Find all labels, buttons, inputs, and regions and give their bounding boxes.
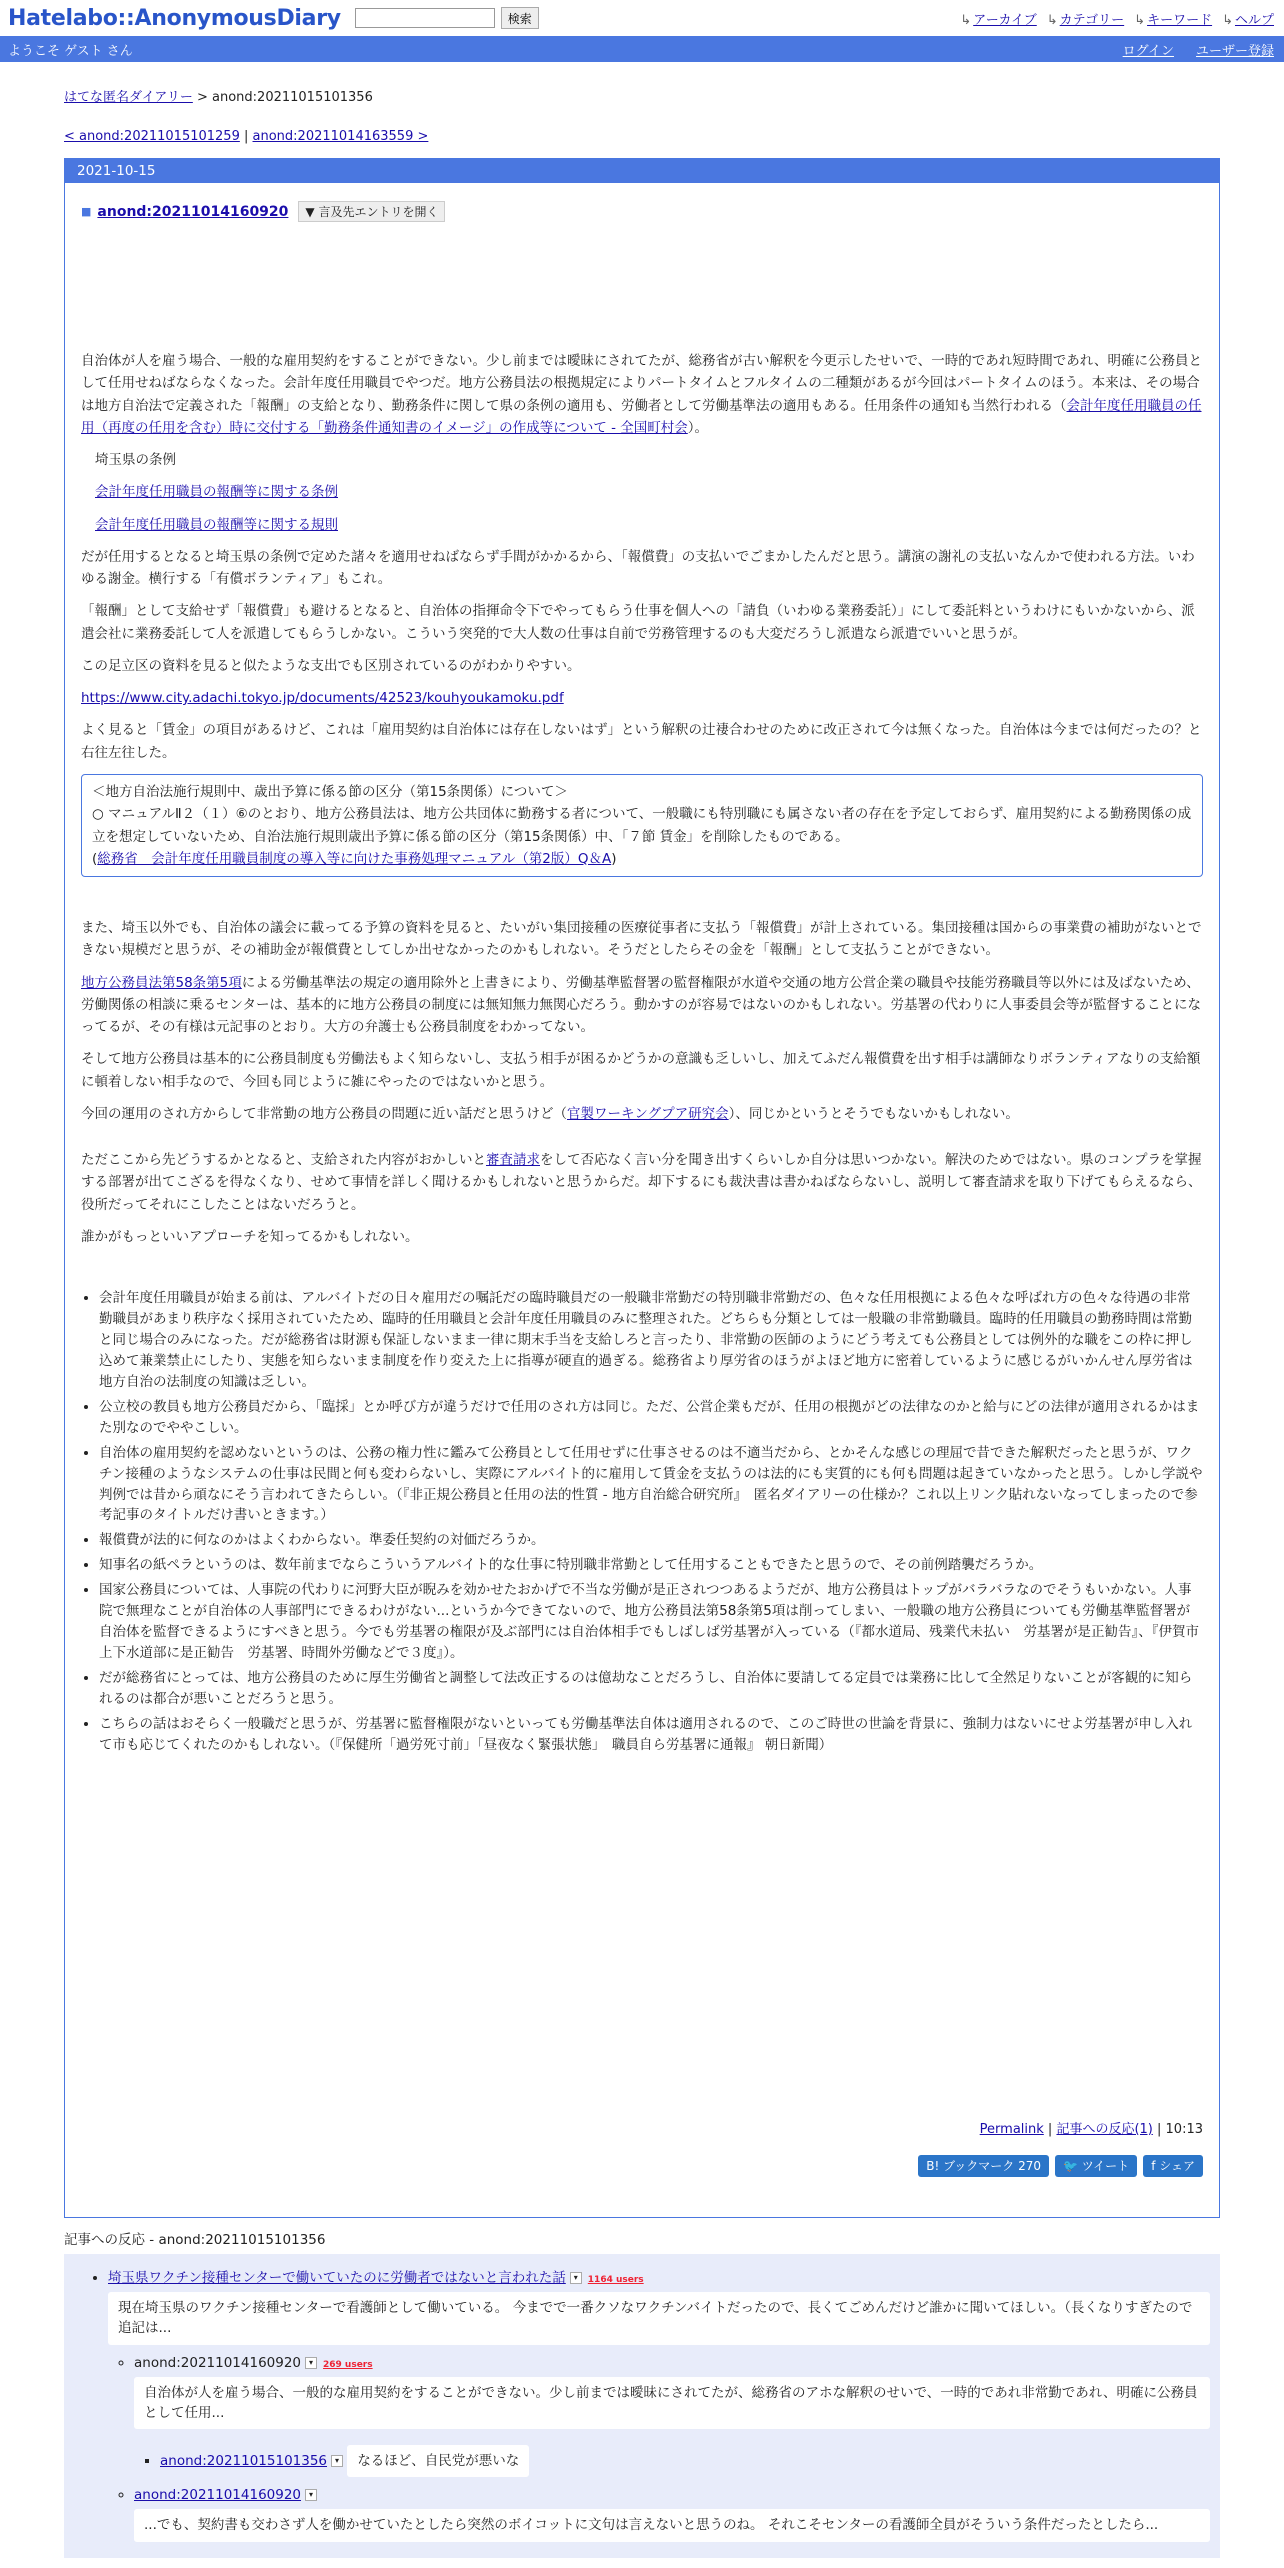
prev-entry-link[interactable]: < anond:20211015101259 [64,129,240,144]
register-link[interactable]: ユーザー登録 [1195,43,1274,59]
help-link[interactable]: ヘルプ [1234,13,1274,28]
archive-link-wrap [960,9,1036,28]
entry-title-row [81,201,1203,222]
facebook-share-button[interactable] [1143,2155,1203,2177]
p1-text: 自治体が人を雇う場合、一般的な雇用契約をすることができない。少し前までは曖昧にされてたが、総務省が古い解釈を今更示したせいで、一時的であれ短時間であれ、明確に公務員として任用せねばならなくなった。会計年度任用職員でやつだ。地方公務員法の根拠規定によりパートタイムとフルタイムの二種類があるが今回はパートタイムのほう。本来は、その場合は地方自治法で定義された「報酬」の支給となり、勤務条件に関して県の条例の適用も、労働者として労働基準法の適用もある。任用条件の通知も当然行われる（ [81,353,1203,414]
top-header [0,0,1284,36]
paragraph-5: よく見ると「賃金」の項目があるけど、これは「雇用契約は自治体には存在しないはず」という解釈の辻褄合わせのために改正されて今は無くなった。自治体は今までは何だったの？と右往左往した。 [81,722,1202,761]
reaction-title-link[interactable]: 埼玉県ワクチン接種センターで働いていたのに労働者ではないと言われた話 [108,2270,566,2286]
account-links [1123,40,1274,59]
expand-icon[interactable]: ▾ [570,2272,582,2284]
list-item: • 自治体の雇用契約を認めないというのは、公務の権力性に鑑みて公務員として任用せずに仕事させるのは不適当だから、とかそんな感じの理屈で昔できた解釈だったと思うが、ワクチン接種のようなシステムの仕事は民間と何も変わらないし、実際にアルバイト的に雇用して賃金を支払うのは法的にも実質的にも何も問題は起きていなかったと思う。しかし学説や判例では昔から頑なにそう言われてきたらしい。（『非正規公務員と任用の法的性質 - 地方自治総合研究所』 匿名ダイアリーの仕様か？これ以上リンク貼れないなってしまったので参考記事のタイトルだけ書いときます。） [99,1443,1203,1527]
reactions-panel [64,2254,1220,2558]
reactions-count-link[interactable]: 記事への反応(1) [1056,2122,1153,2137]
ordinance-link-row [81,481,1203,503]
facebook-icon: f [1151,2159,1160,2173]
ordinance-link[interactable]: 会計年度任用職員の報酬等に関する条例 [95,484,338,501]
paragraph-2: だが任用するとなると埼玉県の条例で定めた諸々を適用せねばならず手間がかかるから、「報償費」の支払いでごまかしたんだと思う。講演の謝礼の支払いなんかで使われる方法。いわゆる謝金。横行する「有償ボランティア」もこれ。 [81,548,1195,588]
day-section [64,158,1220,2218]
law-article-link[interactable]: 地方公務員法第58条第5項 [81,974,242,991]
quote-source-link[interactable]: 総務省 会計年度任用職員制度の導入等に向けた事務処理マニュアル（第2版）Q＆A [97,850,612,867]
archive-link[interactable]: アーカイブ [973,13,1037,28]
category-link[interactable]: カテゴリー [1059,13,1125,28]
keyword-link[interactable]: キーワード [1147,13,1213,28]
main-content [64,62,1220,2558]
paragraph-4: この足立区の資料を見ると似たような支出でも区別されているのがわかりやすい。 [81,657,581,674]
reaction-item [134,2487,1220,2541]
p9-a: 今回の運用のされ方からして非常勤の地方公務員の問題に近い話だと思うけど（ [81,1105,567,1122]
list-item: • 国家公務員については、人事院の代わりに河野大臣が睨みを効かせたおかげで不当な労働が是正されつつあるようだが、地方公務員はトップがバラバラなのでそうもいかない。人事院で無理なことが自治体の人事部門にできるわけがない...というか今できてないので、地方公務員法第58条第5項は削ってしまい、一般職の地方公務員についても労働基準監督署が自治体を監督できるようにすべきと思う。今でも労基署の権限が及ぶ部門には自治体相手でもしばしば労基署が入っている（『都水道局、残業代未払い 労基署が是正勧告』、『伊賀市上下水道部に是正勧告 労基署、時間外労働などで３度』）。 [99,1580,1203,1664]
entry-date: 2021-10-15 [65,159,1219,183]
adachi-pdf-link[interactable]: https://www.city.adachi.tokyo.jp/documents/42523/kouhyoukamoku.pdf [81,690,564,707]
working-poor-link[interactable]: 官製ワーキングプア研究会 [567,1105,729,1122]
nav-sep: | [239,129,253,144]
permalink-link[interactable]: Permalink [979,2122,1044,2137]
p9-b: ）、同じかというとそうでもないかもしれない。 [728,1105,1019,1122]
list-item: • こちらの話はおそらく一般職だと思うが、労基署に監督権限がないといっても労働基準法自体は適用されるので、このご時世の世論を背景に、強制力はないにせよ労基署が申し入れて市も応じてくれたのかもしれない。（『保健所「過労死寸前」「昼夜なく緊張状態」 職員自ら労基署に通報』 朝日新聞） [99,1714,1203,1756]
share-buttons [918,2155,1203,2177]
quote-line-1: ＜地方自治法施行規則中、歳出予算に係る節の区分（第15条関係）について＞ [92,783,568,800]
search-input[interactable] [355,8,495,28]
quote-source [92,848,1192,870]
square-icon: ■ [81,205,92,218]
bookmark-users[interactable]: 1164 users [587,2275,644,2285]
expand-icon[interactable]: ▾ [305,2489,317,2501]
expand-icon[interactable]: ▾ [331,2455,343,2467]
next-entry-link[interactable]: anond:20211014163559 > [252,129,429,144]
list-item: • 報償費が法的に何なのかはよくわからない。準委任契約の対価だろうか。 [99,1530,1203,1551]
list-item: • 公立校の教員も地方公務員だから、「臨採」とか呼び方が違うだけで任用のされ方は同じ。ただ、公営企業もだが、任用の根拠がどの法律なのかと給与にどの法律が適用されるかはまた別なのでややこしい。 [99,1397,1203,1439]
paragraph-8: そして地方公務員は基本的に公務員制度も労働法もよく知らないし、支払う相手が困るかどうかの意識も乏しいし、加えてふだん報償費を出す相手は講師なりボランティアなりの支給額に頓着しない相手なので、今回も同じように雑にやったのではないかと思う。 [81,1051,1201,1090]
user-bar [0,36,1284,62]
breadcrumb-current: anond:20211015101356 [212,90,373,105]
appeal-link[interactable]: 審査請求 [486,1152,540,1169]
list-item: • 会計年度任用職員が始まる前は、アルバイトだの日々雇用だの嘱託だの臨時職員だの一般職非常勤だの特別職非常勤だの、色々な任用根拠による色々な呼ばれ方の色々な待遇の非常勤職員があまり秩序なく採用されていたため、臨時的任用職員と会計年度任用職員のみに整理された。どちらも分類としては一般職の非常勤職員。臨時的任用職員の勤務時間は常勤と同じ場合のみになった。だが総務省は財源も保証しないまま一律に期末手当を支給しろと言ったり、非常勤の医師のようにどう考えても公務員としては例外的な職をこの枠に押し込めて兼業禁止にしたり、実態を知らないまま制度を作り変えた上に指導が硬直的過ぎる。総務省より厚労省のほうがよほど地方に密着しているように感じるがいかんせん厚労省は地方自治の法制度の知識は乏しい。 [99,1288,1203,1393]
reactions-title: 記事への反応 - anond:20211015101356 [64,2232,326,2248]
list-item: • 知事名の紙ペラというのは、数年前までならこういうアルバイト的な仕事に特別職非常勤として任用することもできたと思うので、その前例踏襲だろうか。 [99,1555,1203,1576]
paragraph-10 [81,1149,1203,1216]
welcome-text: ようこそ ゲスト さん [8,43,133,59]
breadcrumb-sep: > [192,90,213,105]
paragraph-7 [81,972,1203,1039]
reaction-children [134,2439,1220,2477]
expand-icon[interactable]: ▾ [305,2357,317,2369]
twitter-icon: 🐦 [1063,2159,1082,2173]
reaction-excerpt: 現在埼玉県のワクチン接種センターで看護師として働いている。 今までで一番クソなワクチンバイトだったので、長くてごめんだけど誰かに聞いてほしい。（長くなりすぎたので追記は... [108,2292,1210,2345]
saitama-label: 埼玉県の条例 [95,452,176,469]
list-item: • だが総務省にとっては、地方公務員のために厚生労働省と調整して法改正するのは億劫なことだろうし、自治体に要請してる定員では業務に比して全然足りないことが客観的に知られるのは都合が悪いことだろうと思う。 [99,1668,1203,1710]
paragraph-3: 「報酬」として支給せず「報償費」も避けるとなると、自治体の指揮命令下でやってもらう仕事を個人への「請負（いわゆる業務委託）」にして委託料というわけにもいかないから、派遣会社に業務委託して人を派遣してもらうしかない。こういう突発的で大人数の仕事は自前で労務管理するのも大変だろうし派遣なら派遣でいいと思うが。 [81,603,1195,642]
reaction-children [108,2355,1220,2542]
reaction-item [160,2439,1220,2477]
p1-link[interactable]: 会計年度任用職員の任用（再度の任用を含む）時に交付する「勤務条件通知書のイメージ」の作成等について - 全国町村会 [81,397,1202,436]
entry-title-link[interactable]: anond:20211014160920 [97,203,289,220]
quote-paren-open: ( [92,850,98,867]
reaction-excerpt: ...でも、契約書も交わさず人を働かせていたとしたら突然のボイコットに文句は言えないと思うのね。 それこそセンターの看護師全員がそういう条件だったとしたら... [134,2509,1210,2541]
entry-body [65,201,1219,1756]
hatena-bookmark-button[interactable]: B! ブックマーク 270 [918,2155,1049,2177]
entry-time: 10:13 [1165,2122,1203,2137]
tweet-button[interactable] [1055,2155,1137,2177]
reactions-list [64,2266,1220,2542]
keyword-link-wrap [1134,9,1212,28]
blank-space [81,222,1203,350]
breadcrumb-home[interactable]: はてな匿名ダイアリー [64,90,193,105]
spacer [81,1135,1203,1149]
top-links [960,9,1274,28]
share-label: シェア [1159,2159,1195,2173]
p10-b: をして否応なく言い分を聞き出すくらいしか自分は思いつかない。解決のためではない。県のコンプラを掌握する部署が出てこざるを得なくなり、せめて事情を詳しく聞けるかもしれないと思うからだ。却下するにも裁決書は書かねばならないし、説明して審査請求を取り下げてもらえるなら、役所だってそれにこしたことはないだろうと。 [81,1152,1202,1213]
tweet-label: ツイート [1081,2159,1130,2173]
rule-link[interactable]: 会計年度任用職員の報酬等に関する規則 [95,516,338,533]
blockquote [81,774,1203,877]
rule-link-row [81,514,1203,536]
entry-footer: Permalink | 記事への反応(1) | 10:13 [979,2122,1203,2137]
reaction-item [108,2266,1220,2542]
arrow-icon: ↳ [1222,13,1233,28]
paragraph-6: また、埼玉以外でも、自治体の議会に載ってる予算の資料を見ると、たいがい集団接種の医療従事者に支払う「報償費」が計上されている。集団接種は国からの事業費の補助がないとできない規模だと思うが、その補助金が報償費としてしか出せなかったのかもしれない。そうだとしたらその金を「報酬」として支払うことができない。 [81,920,1202,959]
breadcrumb [64,86,1220,105]
entry-nav [64,129,1220,144]
adachi-link-row [81,687,1203,709]
p1-end: ）。 [687,419,709,436]
arrow-icon: ↳ [1134,13,1146,28]
arrow-icon: ↳ [1046,13,1058,28]
search-button[interactable]: 検索 [501,7,539,29]
paragraph-11: 誰かがもっといいアプローチを知ってるかもしれない。 [81,1228,419,1245]
quote-line-2: ○ マニュアルⅡ２（１）⑥のとおり、地方公務員法は、地方公共団体に勤務する者について、一般職にも特別職にも属さない者の存在を予定しておらず、雇用契約による勤務関係の成立を想定していないため、自治法施行規則歳出予算に係る節の区分（第15条関係）中、「７節 賃金」を削除したものである。 [92,806,1192,845]
paragraph-9 [81,1103,1203,1125]
quote-paren-close: ) [611,850,617,867]
reaction-excerpt: なるほど、自民党が悪いな [347,2445,529,2477]
reaction-excerpt: 自治体が人を雇う場合、一般的な雇用契約をすることができない。少し前までは曖昧にされてたが、総務省のアホな解釈のせいで、一時的であれ非常勤であれ、明確に公務員として任用... [134,2377,1210,2430]
p7-text: による労働基準法の規定の適用除外と上書きにより、労働基準監督署の監督権限が水道や交通の地方公営企業の職員や技能労務職員等以外には及ばないため、労働関係の相談に乗るセンターは、基本的に地方公務員の制度には無知無力無関心だろう。動かすのが容易ではないのかもしれない。労基署の代わりに人事委員会等が監督することになってるが、その有様は元記事のとおり。大方の弁護士も公務員制度をわかってない。 [81,974,1201,1036]
p10-a: ただここから先どうするかとなると、支給された内容がおかしいと [81,1152,486,1169]
help-link-wrap [1222,9,1274,28]
notes-list [81,1288,1203,1755]
reaction-item [134,2355,1220,2478]
reaction-title-link[interactable]: anond:20211015101356 [160,2453,328,2469]
bookmark-users[interactable]: 269 users [323,2359,373,2370]
reaction-title: anond:20211014160920 [134,2354,302,2371]
site-logo[interactable]: Hatelabo::AnonymousDiary [8,5,341,31]
mention-open-button[interactable]: ▼ 言及先エントリを開く [298,201,445,222]
paragraph-1 [81,350,1203,439]
login-link[interactable]: ログイン [1122,43,1174,59]
reaction-title-link[interactable]: anond:20211014160920 [134,2487,302,2504]
arrow-icon: ↳ [960,13,972,28]
category-link-wrap [1047,9,1124,28]
